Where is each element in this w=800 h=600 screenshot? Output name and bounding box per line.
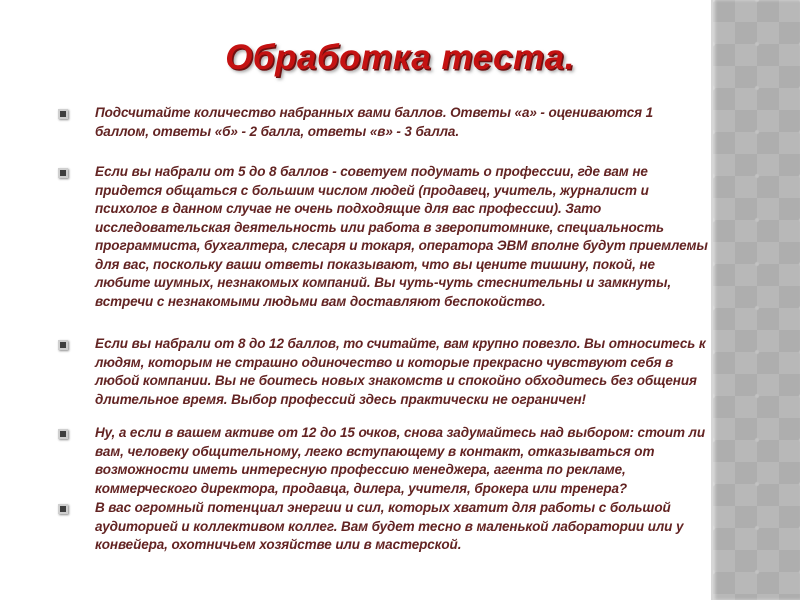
bullet-text: Ну, а если в вашем активе от 12 до 15 очков, снова задумайтесь над выбором: стоит ли вам, человеку общительному, легко вступающему в контакт, отказываться от возможности иметь интересную профессию менеджера, агента по рекламе, коммерческого директора, продавца, дилера, учителя, брокера или тренера? [95, 425, 705, 496]
list-item [58, 335, 708, 409]
bullet-square-icon [58, 109, 68, 119]
page-title: Обработка теста. [225, 38, 575, 77]
diamond-pattern-sidebar [711, 0, 800, 600]
list-item [58, 499, 708, 555]
bullet-square-icon [58, 168, 68, 178]
bullet-square-icon [58, 340, 68, 350]
list-item [58, 104, 708, 141]
bullet-text: Если вы набрали от 8 до 12 баллов, то считайте, вам крупно повезло. Вы относитесь к людям, которым не страшно одиночество и которые прекрасно чувствуют себя в любой компании. Вы не боитесь новых знакомств и спокойно обходитесь без общения длительное время. Выбор профессий здесь практически не ограничен! [95, 336, 706, 407]
bullet-square-icon [58, 504, 68, 514]
bullet-text: В вас огромный потенциал энергии и сил, которых хватит для работы с большой аудиторией и коллективом коллег. Вам будет тесно в маленькой лаборатории или у конвейера, охотничьем хозяйстве или в мастерской. [95, 500, 684, 552]
slide-header [0, 38, 800, 78]
bullet-text: Если вы набрали от 5 до 8 баллов - советуем подумать о профессии, где вам не придется общаться с большим числом людей (продавец, учитель, журналист и психолог в данном случае не очень подходящие для вас профессии). Зато исследовательская деятельность или работа в зверопитомнике, специальность программиста, бухгалтера, слесаря и токаря, оператора ЭВМ вполне будут приемлемы для вас, поскольку ваши ответы показывают, что вы цените тишину, покой, не любите шумных, незнакомых компаний. Вы чуть-чуть стеснительны и замкнуты, встречи с незнакомыми людьми вам доставляют беспокойство. [95, 164, 708, 309]
bullet-text: Подсчитайте количество набранных вами баллов. Ответы «а» - оцениваются 1 баллом, ответы «б» - 2 балла, ответы «в» - 3 балла. [95, 105, 654, 139]
bullet-list [58, 104, 708, 555]
bullet-square-icon [58, 429, 68, 439]
list-item [58, 424, 708, 498]
list-item [58, 163, 708, 311]
